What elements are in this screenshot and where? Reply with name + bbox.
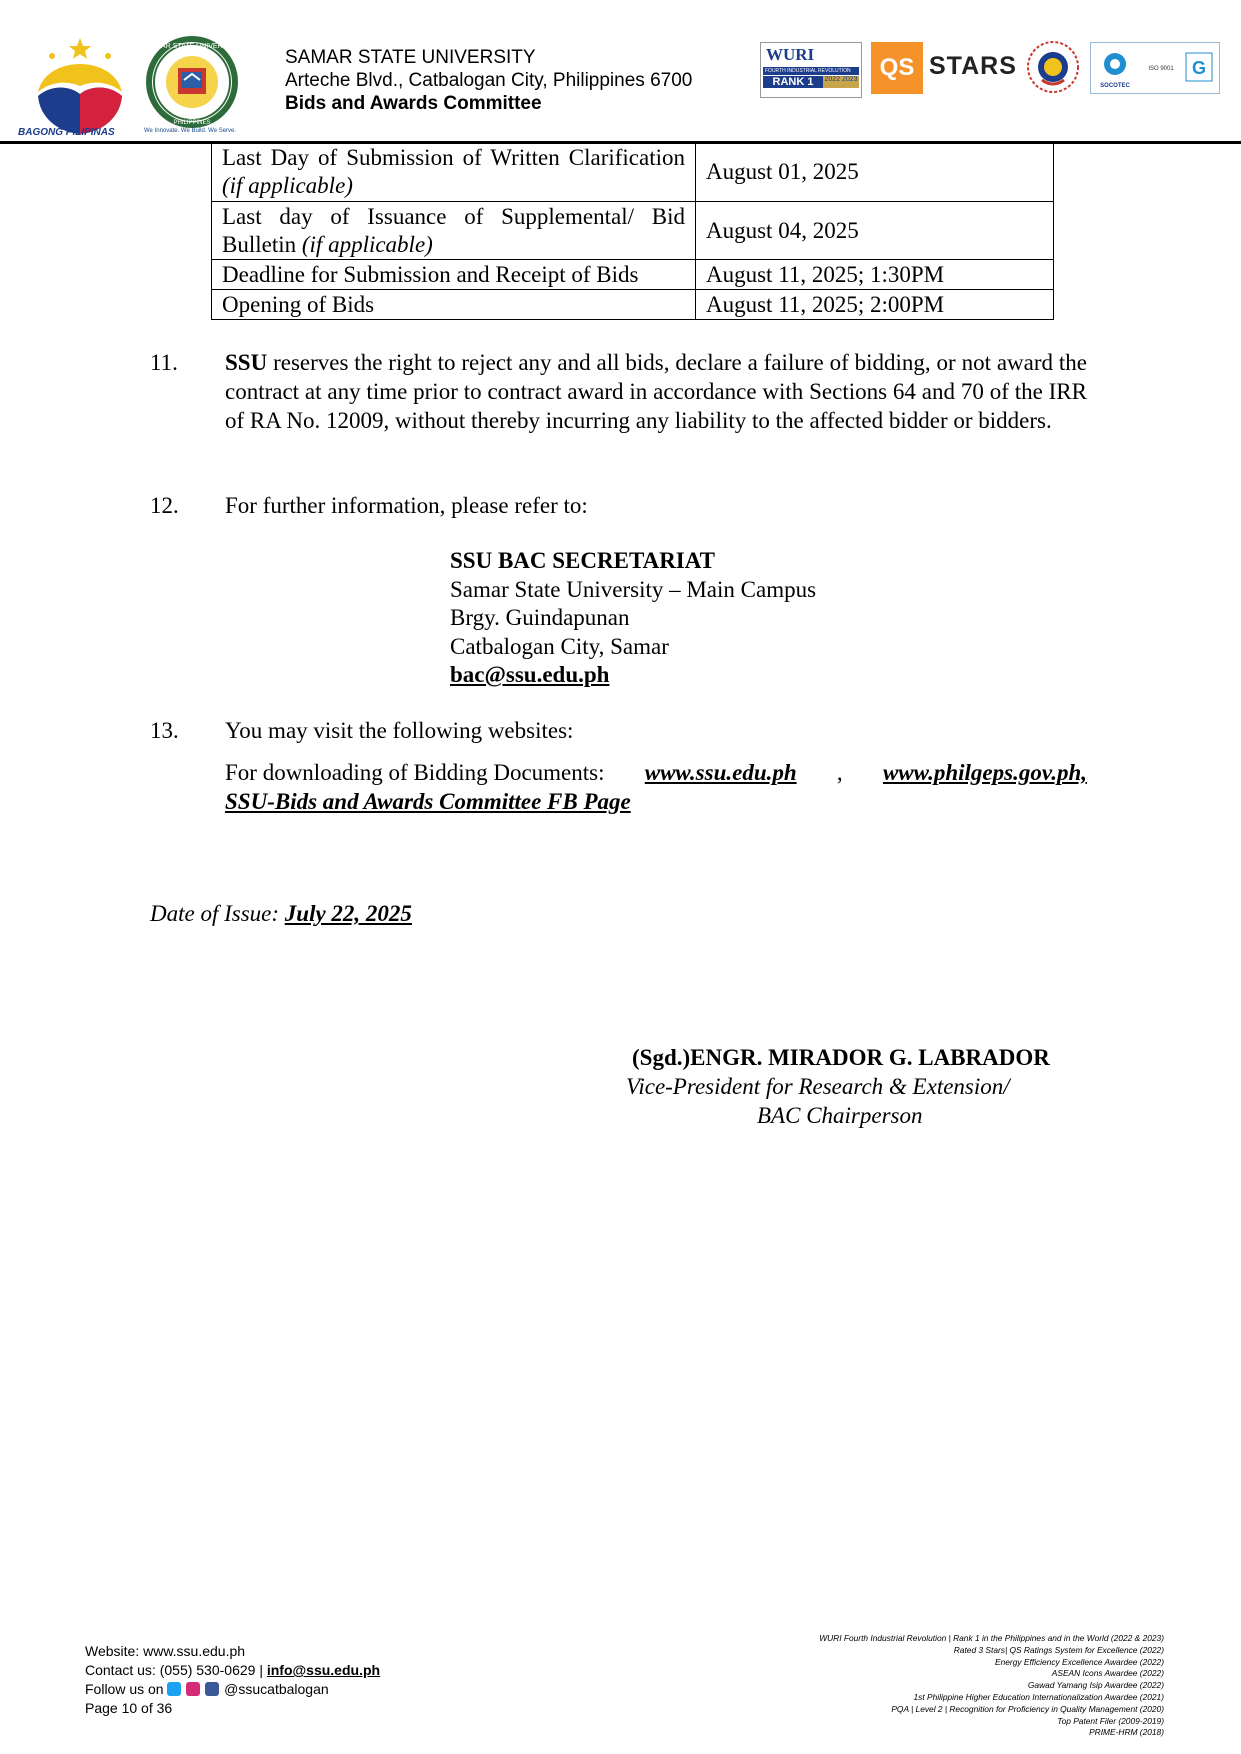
bidding-documents-line: For downloading of Bidding Documents: www.ssu.edu.ph , www.philgeps.gov.ph, SSU-Bids and Awards Committee FB Page — [225, 760, 1087, 814]
secretariat-line-2: Brgy. Guindapunan — [450, 605, 630, 630]
award-line: Energy Efficiency Excellence Awardee (2022) — [995, 1656, 1164, 1667]
wurj-badge — [760, 42, 862, 98]
qs-logo: QS — [871, 42, 923, 94]
footer-follow-label: Follow us on — [85, 1681, 168, 1697]
footer-email-link[interactable]: info@ssu.edu.ph — [266, 1662, 381, 1678]
instagram-icon[interactable] — [186, 1682, 200, 1696]
bagong-pilipinas-logo — [30, 34, 130, 138]
award-line: ASEAN Icons Awardee (2022) — [1051, 1668, 1164, 1679]
item-12-text: For further information, please refer to: — [225, 493, 588, 518]
letterhead-text — [285, 46, 692, 115]
activity-cell — [212, 143, 696, 202]
page-number: Page 10 of 36 — [85, 1700, 173, 1716]
table-row — [212, 260, 1054, 290]
item-11-body: reserves the right to reject any and all bids, declare a failure of bidding, or not award the contract at any time prior to contract award in accordance with Sections 64 and 70 of the IRR of RA No. 12009, without thereby incurring any liability to the affected bidder or bidders. — [225, 350, 1087, 433]
item-11-lead: SSU — [225, 350, 268, 375]
date-of-issue-value: July 22, 2025 — [284, 901, 412, 926]
activity-text: Last Day of Submission of Written Clarification — [222, 145, 685, 170]
item-number-13: 13. — [150, 718, 179, 743]
table-row — [212, 202, 1054, 260]
bagong-pilipinas-label: BAGONG PILIPINAS — [18, 127, 115, 138]
date-cell: August 04, 2025 — [696, 202, 1054, 260]
item-number-12: 12. — [150, 493, 179, 518]
footer-follow-line — [85, 1680, 380, 1699]
award-line: PRIME-HRM (2018) — [1089, 1727, 1164, 1738]
award-seal-icon — [1026, 40, 1080, 94]
table-row — [212, 143, 1054, 202]
table-row — [212, 290, 1054, 320]
bac-secretariat-contact — [450, 547, 816, 690]
signatory-title-2: BAC Chairperson — [757, 1103, 923, 1128]
wurj-title: WURI — [766, 45, 815, 64]
item-number-11: 11. — [150, 350, 178, 375]
date-cell: August 11, 2025; 2:00PM — [696, 290, 1054, 320]
award-line: Gawad Yamang Isip Awardee (2022) — [1027, 1680, 1164, 1691]
qs-stars-label: STARS — [929, 52, 1017, 80]
activity-text: Last day of Issuance of Supplemental/ Bid Bulletin — [222, 203, 685, 257]
award-line: PQA | Level 2 | Recognition for Proficiency in Quality Management (2020) — [891, 1703, 1164, 1714]
university-tagline: We Innovate. We Build. We Serve. — [144, 128, 237, 134]
institution-name: SAMAR STATE UNIVERSITY — [285, 47, 536, 68]
award-line: Rated 3 Stars| QS Ratings System for Excellence (2022) — [953, 1644, 1164, 1655]
footer-handle: @ssucatbalogan — [224, 1681, 329, 1697]
facebook-icon[interactable] — [205, 1682, 219, 1696]
activity-note: (if applicable) — [301, 231, 433, 257]
secretariat-line-1: Samar State University – Main Campus — [450, 576, 817, 602]
wurj-subtitle: FOURTH INDUSTRIAL REVOLUTION — [763, 67, 859, 75]
item-13-text: You may visit the following websites: — [225, 718, 574, 743]
ssu-website-link[interactable]: www.ssu.edu.ph — [644, 760, 797, 785]
award-line: WURI Fourth Industrial Revolution | Rank 1 in the Philippines and in the World (2022 & 2023) — [819, 1633, 1164, 1643]
institution-address: Arteche Blvd., Catbalogan City, Philippines 6700 — [285, 70, 693, 91]
date-of-issue-label: Date of Issue: — [150, 901, 285, 926]
activity-cell: Opening of Bids — [212, 290, 696, 320]
download-label: For downloading of Bidding Documents: — [225, 760, 605, 785]
award-line: 1st Philippine Higher Education Internationalization Awardee (2021) — [913, 1691, 1164, 1702]
activity-cell — [212, 202, 696, 260]
seal-text-top: SAMAR STATE UNIVERSITY — [145, 43, 239, 50]
item-11-text — [225, 348, 1087, 435]
wurj-rank: RANK 1 — [763, 76, 823, 88]
bid-schedule-table — [211, 142, 1054, 320]
footer-contact — [85, 1642, 380, 1718]
twitter-icon[interactable] — [167, 1682, 181, 1696]
committee-name: Bids and Awards Committee — [285, 93, 542, 114]
ssu-seal-logo — [144, 34, 240, 130]
footer-website: Website: www.ssu.edu.ph — [85, 1643, 246, 1659]
footer-phone: Contact us: (055) 530-0629 | — [85, 1662, 267, 1678]
date-cell: August 11, 2025; 1:30PM — [696, 260, 1054, 290]
activity-cell: Deadline for Submission and Receipt of Bids — [212, 260, 696, 290]
secretariat-heading: SSU BAC SECRETARIAT — [450, 548, 715, 573]
footer-contact-line — [85, 1661, 380, 1680]
seal-text-bottom: PHILIPPINES — [173, 120, 211, 126]
svg-text:G: G — [1191, 58, 1207, 78]
signatory-title-1: Vice-President for Research & Extension/ — [626, 1074, 1010, 1099]
socotec-iso-badge — [1090, 42, 1220, 94]
activity-note: (if applicable) — [222, 173, 353, 198]
date-cell: August 01, 2025 — [696, 143, 1054, 202]
footer-awards-list — [819, 1633, 1164, 1739]
socotec-label: SOCOTEC — [1100, 83, 1130, 89]
signatory-name: (Sgd.)ENGR. MIRADOR G. LABRADOR — [632, 1045, 1050, 1070]
secretariat-line-3: Catbalogan City, Samar — [450, 633, 669, 659]
secretariat-email-link[interactable]: bac@ssu.edu.ph — [450, 662, 610, 687]
wurj-years: 2022 2023 — [823, 76, 859, 88]
date-of-issue — [150, 899, 412, 928]
iso-label: ISO 9001 — [1148, 66, 1174, 72]
award-line: Top Patent Filer (2009-2019) — [1057, 1715, 1164, 1726]
philgeps-link[interactable]: www.philgeps.gov.ph, — [882, 760, 1087, 785]
bac-fb-page-link[interactable]: SSU-Bids and Awards Committee FB Page — [225, 789, 631, 814]
